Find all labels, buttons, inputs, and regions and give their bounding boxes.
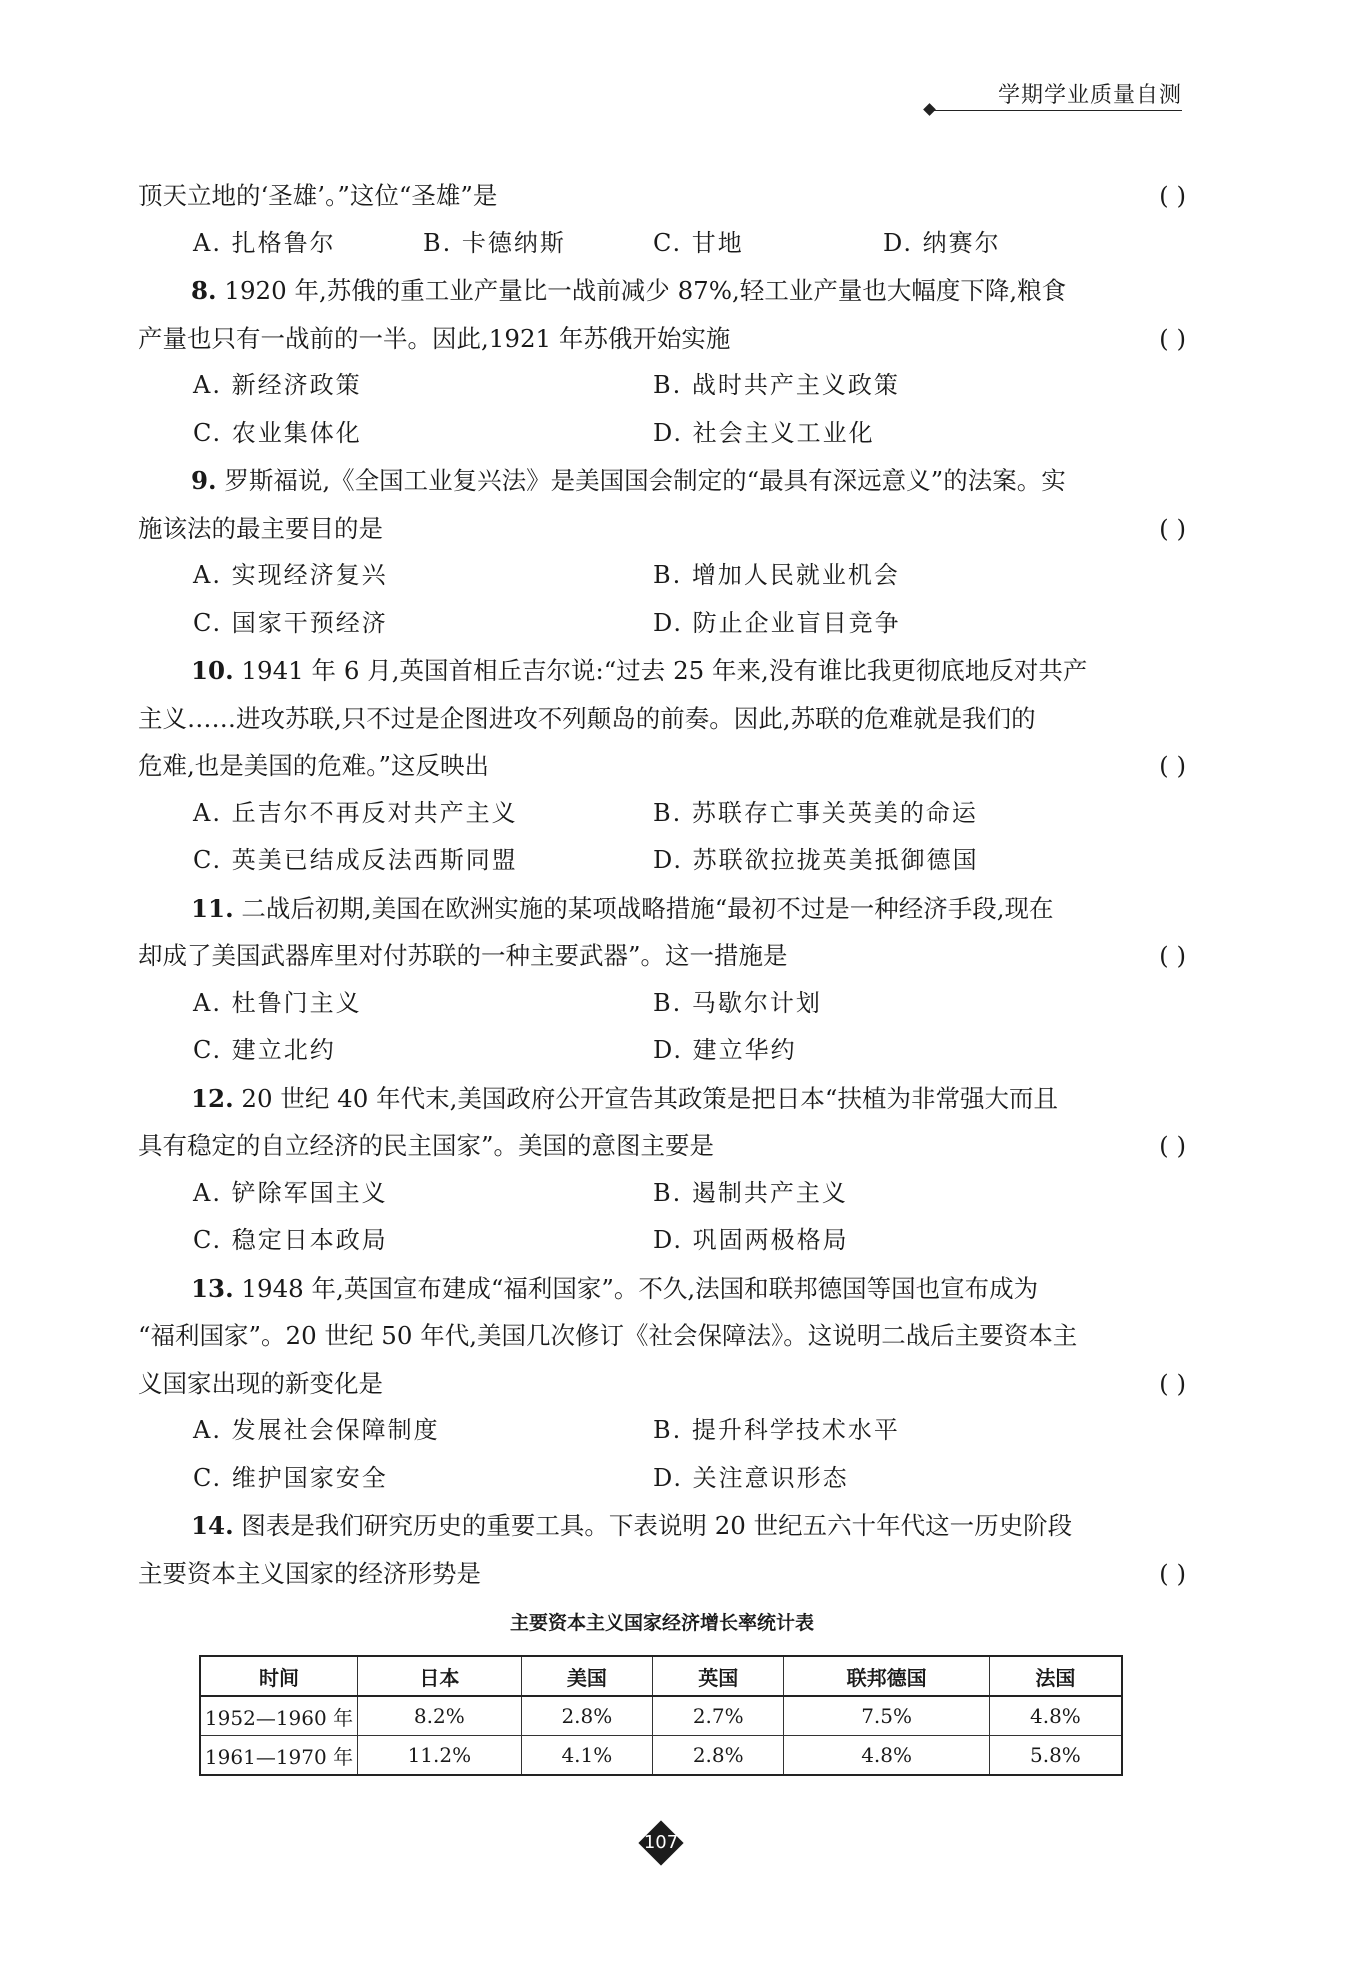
option-a: A. 实现经济复兴 (193, 561, 388, 589)
options-row (138, 600, 1186, 648)
question-11 (138, 885, 1186, 1075)
option-d: D. 苏联欲拉拢英美抵御德国 (653, 846, 979, 874)
question-line (138, 172, 1186, 220)
table-cell: 8.2% (358, 1696, 522, 1736)
table-cell: 2.7% (653, 1696, 784, 1736)
question-text: 1920 年,苏俄的重工业产量比一战前减少 87%,轻工业产量也大幅度下降,粮食 (224, 276, 1067, 305)
option-d: D. 纳赛尔 (883, 228, 1001, 257)
table-header-cell: 联邦德国 (784, 1656, 989, 1696)
page-number: 107 (643, 1832, 679, 1853)
table-header-row (200, 1656, 1122, 1696)
options-row (138, 552, 1186, 600)
growth-rate-table (199, 1655, 1123, 1776)
option-c: C. 英美已结成反法西斯同盟 (193, 846, 518, 874)
question-line (138, 1360, 1186, 1408)
options-row (138, 1217, 1186, 1265)
question-text: 1941 年 6 月,英国首相丘吉尔说:“过去 25 年来,没有谁比我更彻底地反对共产 (241, 656, 1088, 685)
table-header-cell: 时间 (200, 1656, 358, 1696)
option-b: B. 提升科学技术水平 (653, 1416, 900, 1444)
question-text: 图表是我们研究历史的重要工具。下表说明 20 世纪五六十年代这一历史阶段 (241, 1511, 1073, 1540)
table-cell: 2.8% (653, 1736, 784, 1776)
option-c: C. 农业集体化 (193, 418, 362, 447)
question-text: 施该法的最主要目的是 (138, 513, 383, 543)
answer-parentheses: ( ) (1159, 1131, 1186, 1160)
table-header-cell: 英国 (653, 1656, 784, 1696)
table-cell: 1961—1970 年 (200, 1736, 358, 1776)
question-text: 1948 年,英国宣布建成“福利国家”。不久,法国和联邦德国等国也宣布成为 (241, 1273, 1039, 1303)
answer-parentheses: ( ) (1159, 1558, 1186, 1588)
option-b: B. 增加人民就业机会 (653, 561, 900, 589)
option-a: A. 杜鲁门主义 (193, 988, 362, 1017)
question-text: 具有稳定的自立经济的民主国家”。美国的意图主要是 (138, 1131, 715, 1160)
question-text: 危难,也是美国的危难。”这反映出 (138, 751, 490, 780)
table-cell: 4.8% (784, 1736, 989, 1776)
question-line (138, 1312, 1186, 1360)
question-line (138, 885, 1186, 933)
page-number-badge (638, 1820, 684, 1866)
table-title: 主要资本主义国家经济增长率统计表 (509, 1612, 814, 1634)
table-cell: 1952—1960 年 (200, 1696, 358, 1736)
question-line (138, 1265, 1186, 1313)
option-b: B. 战时共产主义政策 (653, 371, 900, 399)
answer-parentheses: ( ) (1159, 1368, 1186, 1398)
answer-parentheses: ( ) (1159, 181, 1186, 210)
question-text: 产量也只有一战前的一半。因此,1921 年苏俄开始实施 (138, 323, 731, 353)
option-d: D. 建立华约 (653, 1036, 797, 1064)
option-c: C. 建立北约 (193, 1036, 336, 1064)
question-13 (138, 1265, 1186, 1503)
table-header-cell: 法国 (989, 1656, 1122, 1696)
options-row (138, 362, 1186, 410)
answer-parentheses: ( ) (1159, 513, 1186, 543)
page-header (920, 78, 1182, 108)
question-text: 义国家出现的新变化是 (138, 1368, 383, 1398)
header-rule (934, 110, 1182, 111)
option-b: B. 苏联存亡事关英美的命运 (653, 798, 978, 827)
question-line (138, 932, 1186, 980)
question-number: 13. (191, 1273, 234, 1303)
option-c: C. 甘地 (653, 228, 744, 257)
table-cell: 4.8% (989, 1696, 1122, 1736)
question-12 (138, 1075, 1186, 1265)
options-row (138, 1170, 1186, 1218)
header-title: 学期学业质量自测 (997, 83, 1182, 108)
options-row (138, 1455, 1186, 1503)
table-cell: 4.1% (521, 1736, 652, 1776)
answer-parentheses: ( ) (1159, 941, 1186, 970)
option-a: A. 铲除军国主义 (193, 1178, 388, 1207)
question-number: 11. (191, 893, 234, 923)
question-list (138, 172, 1186, 1776)
question-8 (138, 267, 1186, 457)
option-d: D. 巩固两极格局 (653, 1226, 849, 1254)
option-a: A. 发展社会保障制度 (193, 1416, 440, 1444)
question-text: 却成了美国武器库里对付苏联的一种主要武器”。这一措施是 (138, 941, 788, 970)
question-number: 9. (191, 466, 217, 495)
option-c: C. 维护国家安全 (193, 1463, 388, 1492)
options-row (138, 1407, 1186, 1455)
question-line (138, 695, 1186, 743)
question-7 (138, 172, 1186, 267)
options-row (138, 410, 1186, 458)
question-10 (138, 647, 1186, 885)
question-text: “福利国家”。20 世纪 50 年代,美国几次修订《社会保障法》。这说明二战后主要资本主 (138, 1321, 1078, 1350)
question-line (138, 1122, 1186, 1170)
answer-parentheses: ( ) (1159, 323, 1186, 353)
question-line (138, 1075, 1186, 1123)
options-row (138, 1027, 1186, 1075)
options-row (138, 220, 1186, 268)
option-d: D. 防止企业盲目竞争 (653, 608, 901, 637)
table-cell: 5.8% (989, 1736, 1122, 1776)
question-text: 20 世纪 40 年代末,美国政府公开宣告其政策是把日本“扶植为非常强大而且 (241, 1083, 1058, 1113)
option-c: C. 国家干预经济 (193, 608, 388, 637)
question-line (138, 647, 1186, 695)
option-d: D. 关注意识形态 (653, 1463, 849, 1492)
question-text: 二战后初期,美国在欧洲实施的某项战略措施“最初不过是一种经济手段,现在 (241, 893, 1054, 923)
option-b: B. 卡德纳斯 (423, 228, 566, 257)
question-line (138, 315, 1186, 363)
question-line (138, 1550, 1186, 1598)
question-number: 8. (191, 276, 217, 305)
options-row (138, 980, 1186, 1028)
table-row (200, 1696, 1122, 1736)
table-cell: 2.8% (521, 1696, 652, 1736)
table-row (200, 1736, 1122, 1776)
options-row (138, 790, 1186, 838)
option-b: B. 遏制共产主义 (653, 1178, 848, 1207)
answer-parentheses: ( ) (1159, 751, 1186, 780)
option-d: D. 社会主义工业化 (653, 418, 875, 447)
question-9 (138, 457, 1186, 647)
question-line (138, 505, 1186, 553)
question-14 (138, 1502, 1186, 1597)
question-line (138, 742, 1186, 790)
question-line (138, 457, 1186, 505)
table-cell: 11.2% (358, 1736, 522, 1776)
table-cell: 7.5% (784, 1696, 989, 1736)
question-line (138, 1502, 1186, 1550)
question-text: 罗斯福说,《全国工业复兴法》是美国国会制定的“最具有深远意义”的法案。实 (224, 466, 1066, 495)
option-a: A. 新经济政策 (193, 371, 362, 399)
options-row (138, 837, 1186, 885)
question-line (138, 267, 1186, 315)
question-number: 12. (191, 1083, 234, 1113)
table-header-cell: 日本 (358, 1656, 522, 1696)
question-text: 主义……进攻苏联,只不过是企图进攻不列颠岛的前奏。因此,苏联的危难就是我们的 (138, 703, 1036, 733)
question-text: 主要资本主义国家的经济形势是 (138, 1558, 481, 1588)
option-a: A. 扎格鲁尔 (193, 228, 336, 257)
question-text: 顶天立地的‘圣雄’。”这位“圣雄”是 (138, 181, 498, 210)
question-number: 14. (191, 1511, 234, 1540)
question-number: 10. (191, 656, 234, 685)
option-a: A. 丘吉尔不再反对共产主义 (193, 798, 518, 827)
table-header-cell: 美国 (521, 1656, 652, 1696)
option-b: B. 马歇尔计划 (653, 988, 822, 1017)
option-c: C. 稳定日本政局 (193, 1226, 388, 1254)
diamond-bullet-icon (923, 103, 936, 116)
